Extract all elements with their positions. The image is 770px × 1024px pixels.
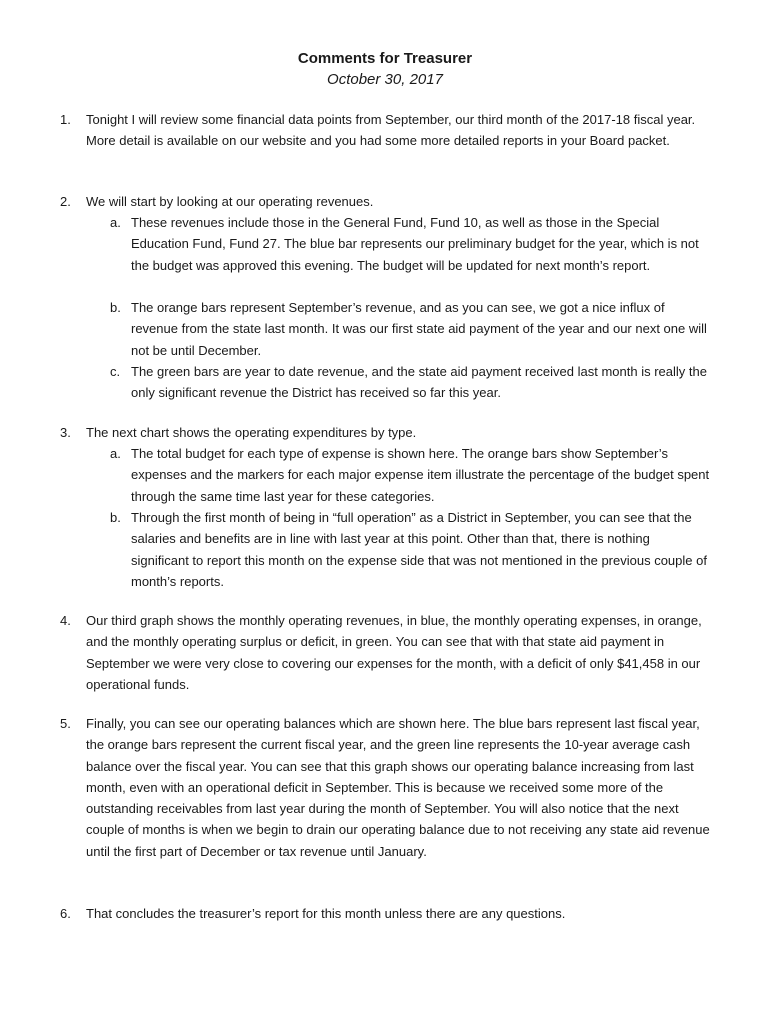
item-text: Finally, you can see our operating balances which are shown here. The blue bars represent last fiscal year, the orange bars represent the current fiscal year, and the green line represents the 10-year average cash balance over the fiscal year. You can see that this graph shows our operating balance increasing from last month, even with an operational deficit in September. This is because we received some more of the outstanding receivables from last year during the month of September. You will also notice that the next couple of months is when we begin to drain our operating balance due to not receiving any state aid revenue until the first part of December or tax revenue until January. — [86, 716, 710, 859]
item-text: Our third graph shows the monthly operating revenues, in blue, the monthly operating expenses, in orange, and the monthly operating surplus or deficit, in green. You can see that with that state aid payment in September we were very close to covering our expenses for the month, with a deficit of only $41,458 in our operational funds. — [86, 613, 702, 692]
subitem-letter: a. — [110, 215, 121, 230]
item-text: The next chart shows the operating expenditures by type. — [86, 425, 417, 440]
subitem-text: These revenues include those in the General Fund, Fund 10, as well as those in the Special Education Fund, Fund 27. The blue bar represents our preliminary budget for the year, which is not the budget was approved this evening. The budget will be updated for next month’s report. — [131, 215, 699, 273]
item-number: 2. — [60, 194, 71, 209]
subitem-text: The orange bars represent September’s revenue, and as you can see, we got a nice influx of revenue from the state last month. It was our first state aid payment of the year and our next one will not be until December. — [131, 300, 707, 358]
item-number: 6. — [60, 906, 71, 921]
subitem-text: The green bars are year to date revenue, and the state aid payment received last month is really the only significant revenue the District has received so far this year. — [131, 364, 707, 401]
document-title: Comments for Treasurer — [297, 50, 473, 67]
item-number: 4. — [60, 613, 71, 628]
subitem-letter: b. — [110, 300, 121, 315]
item-number: 5. — [60, 716, 71, 731]
subitem-letter: b. — [110, 510, 121, 525]
item-number: 1. — [60, 112, 71, 127]
item-text: We will start by looking at our operating revenues. — [86, 194, 374, 209]
item-text: That concludes the treasurer’s report for this month unless there are any questions. — [86, 906, 566, 921]
subitem-text: Through the first month of being in “full operation” as a District in September, you can see that the salaries and benefits are in line with last year at this point. Other than that, there is nothing significant to report this month on the expense side that was not mentioned in the previous couple of month’s reports. — [131, 510, 707, 589]
item-text: Tonight I will review some financial data points from September, our third month of the 2017-18 fiscal year. More detail is available on our website and you had some more detailed reports in your Board packet. — [86, 112, 696, 149]
subitem-letter: a. — [110, 446, 121, 461]
document-date: October 30, 2017 — [327, 71, 443, 88]
subitem-letter: c. — [110, 364, 121, 379]
subitem-text: The total budget for each type of expense is shown here. The orange bars show September’s expenses and the markers for each major expense item illustrate the percentage of the budget spent through the same time last year for these categories. — [131, 446, 710, 504]
item-number: 3. — [60, 425, 71, 440]
